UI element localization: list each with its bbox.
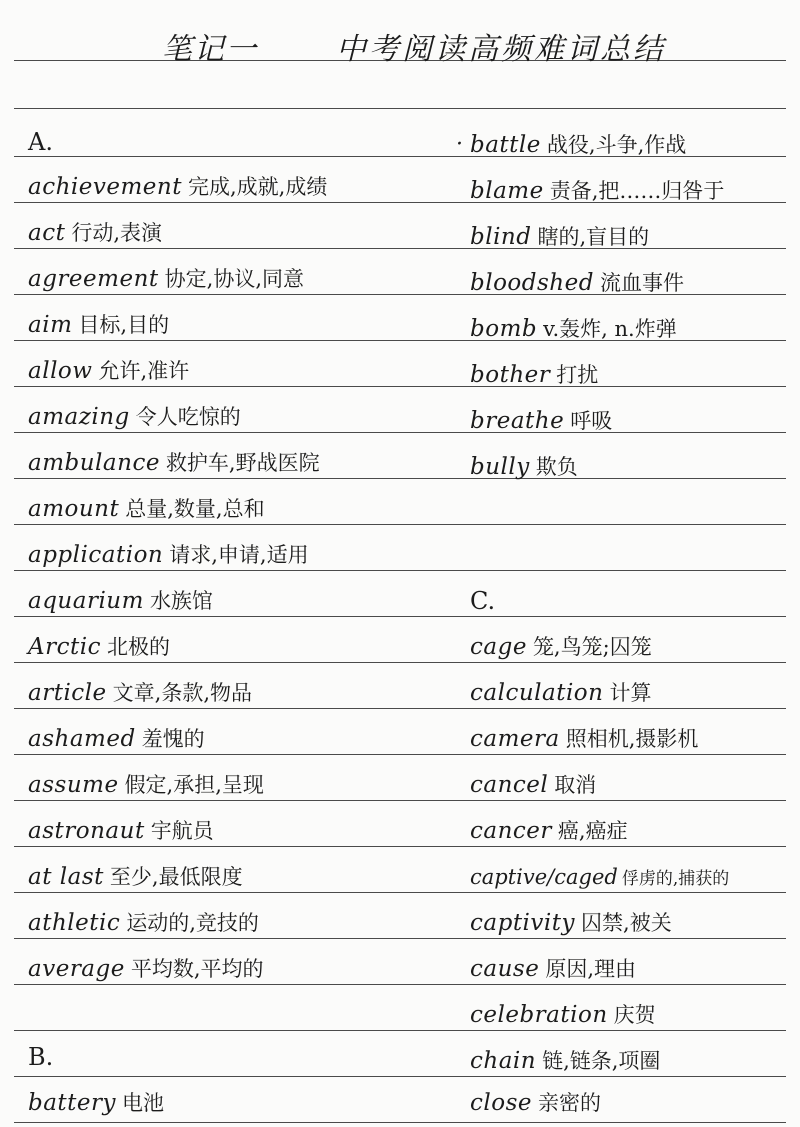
vocab-meaning: 水族馆 bbox=[149, 589, 213, 613]
vocab-word: cancel bbox=[470, 772, 549, 798]
vocab-meaning: 请求,申请,适用 bbox=[169, 543, 309, 567]
vocab-word: bother bbox=[470, 362, 551, 388]
vocab-meaning: 战役,斗争,作战 bbox=[546, 133, 687, 157]
vocab-meaning: 癌,癌症 bbox=[557, 819, 628, 843]
vocab-entry bbox=[28, 535, 309, 575]
vocab-word: aim bbox=[28, 312, 73, 338]
section-heading-c: C. bbox=[470, 587, 496, 615]
ruled-line bbox=[14, 1076, 786, 1077]
vocab-word: agreement bbox=[28, 266, 159, 292]
page-title bbox=[0, 18, 800, 68]
vocab-meaning: 打扰 bbox=[556, 363, 599, 387]
section-heading-b: B. bbox=[28, 1043, 54, 1071]
vocab-word: captivity bbox=[470, 910, 576, 936]
vocab-entry bbox=[456, 125, 687, 165]
title-note-label: 笔记一 bbox=[162, 32, 258, 67]
vocab-entry bbox=[28, 627, 170, 667]
vocab-meaning: 宇航员 bbox=[150, 819, 214, 843]
vocab-meaning: 总量,数量,总和 bbox=[125, 497, 265, 521]
vocab-word: blind bbox=[470, 224, 532, 250]
vocab-meaning: 行动,表演 bbox=[71, 221, 163, 245]
vocab-entry bbox=[28, 857, 243, 897]
vocab-meaning: 原因,理由 bbox=[545, 957, 637, 981]
vocab-word: allow bbox=[28, 358, 93, 384]
vocab-meaning: 瞎的,盲目的 bbox=[537, 225, 650, 249]
ruled-line bbox=[14, 1030, 786, 1031]
vocab-meaning: 协定,协议,同意 bbox=[164, 267, 304, 291]
vocab-word: cage bbox=[470, 634, 527, 660]
vocab-entry bbox=[28, 765, 264, 805]
vocab-meaning: 亲密的 bbox=[538, 1091, 601, 1115]
vocab-word: cancer bbox=[470, 818, 552, 844]
vocab-meaning: 救护车,野战医院 bbox=[165, 451, 320, 475]
vocab-meaning: 呼吸 bbox=[570, 409, 613, 433]
vocab-entry bbox=[470, 263, 684, 303]
vocab-meaning: 文章,条款,物品 bbox=[112, 681, 253, 705]
vocab-meaning: 羞愧的 bbox=[141, 727, 205, 751]
vocab-meaning: 北极的 bbox=[106, 635, 170, 659]
vocab-entry bbox=[470, 949, 636, 989]
vocab-meaning: 允许,准许 bbox=[98, 359, 190, 383]
vocab-word: average bbox=[28, 956, 125, 982]
vocab-word: captive/caged bbox=[470, 865, 618, 889]
ruled-line bbox=[14, 108, 786, 109]
vocab-word: amazing bbox=[28, 404, 130, 430]
vocab-entry bbox=[28, 167, 327, 207]
vocab-entry bbox=[470, 171, 724, 211]
vocab-meaning: v.轰炸, n.炸弹 bbox=[543, 317, 677, 341]
vocab-word: act bbox=[28, 220, 66, 246]
vocab-entry bbox=[28, 213, 162, 253]
vocab-word: camera bbox=[470, 726, 560, 752]
vocab-meaning: 囚禁,被关 bbox=[581, 911, 672, 935]
vocab-entry bbox=[470, 903, 672, 943]
vocab-meaning: 链,链条,项圈 bbox=[542, 1049, 661, 1073]
vocab-entry bbox=[28, 443, 320, 483]
vocab-entry bbox=[470, 811, 628, 851]
vocab-meaning: 令人吃惊的 bbox=[135, 405, 241, 429]
vocab-word: application bbox=[28, 542, 164, 568]
vocab-word: calculation bbox=[470, 680, 604, 706]
vocab-meaning: 计算 bbox=[609, 681, 652, 705]
vocab-meaning: 庆贺 bbox=[613, 1003, 656, 1027]
vocab-meaning: 欺负 bbox=[535, 455, 578, 479]
vocab-entry bbox=[28, 903, 259, 943]
vocab-entry bbox=[470, 309, 677, 349]
vocab-word: bomb bbox=[470, 316, 538, 342]
vocab-word: close bbox=[470, 1090, 532, 1116]
vocab-meaning: 俘虏的,捕获的 bbox=[621, 869, 730, 889]
vocab-entry bbox=[28, 581, 213, 621]
vocab-entry bbox=[28, 719, 205, 759]
title-heading: 中考阅读高频难词总结 bbox=[336, 32, 666, 67]
vocab-entry bbox=[470, 857, 729, 897]
vocab-entry bbox=[28, 305, 169, 345]
vocab-meaning: 取消 bbox=[554, 773, 597, 797]
vocab-meaning: 电池 bbox=[122, 1091, 165, 1115]
vocab-entry bbox=[28, 673, 252, 713]
vocab-word: aquarium bbox=[28, 588, 144, 614]
vocab-word: battery bbox=[28, 1090, 117, 1116]
vocab-word: chain bbox=[470, 1048, 537, 1074]
vocab-meaning: 至少,最低限度 bbox=[109, 865, 243, 889]
vocab-word: assume bbox=[28, 772, 119, 798]
vocab-word: astronaut bbox=[28, 818, 145, 844]
vocab-entry bbox=[28, 351, 189, 391]
vocab-entry bbox=[28, 259, 304, 299]
vocab-meaning: 完成,成就,成绩 bbox=[187, 175, 328, 199]
vocab-entry bbox=[28, 949, 264, 989]
vocab-word: breathe bbox=[470, 408, 565, 434]
vocab-word: bully bbox=[470, 454, 530, 480]
vocab-word: amount bbox=[28, 496, 120, 522]
vocab-meaning: 照相机,摄影机 bbox=[565, 727, 699, 751]
vocab-meaning: 假定,承担,呈现 bbox=[124, 773, 264, 797]
vocab-word: cause bbox=[470, 956, 540, 982]
vocab-entry bbox=[28, 489, 265, 529]
vocab-meaning: 目标,目的 bbox=[78, 313, 170, 337]
vocab-word: at last bbox=[28, 864, 104, 890]
vocab-entry bbox=[470, 719, 698, 759]
bullet-dot: · bbox=[456, 132, 463, 157]
vocab-word: battle bbox=[470, 132, 541, 158]
vocab-word: celebration bbox=[470, 1002, 608, 1028]
vocab-entry bbox=[470, 1083, 601, 1123]
vocab-entry bbox=[470, 627, 652, 667]
vocab-entry bbox=[470, 765, 596, 805]
vocab-word: achievement bbox=[28, 174, 182, 200]
vocab-entry bbox=[470, 995, 656, 1035]
vocab-word: Arctic bbox=[28, 634, 101, 660]
vocab-word: ashamed bbox=[28, 726, 136, 752]
section-heading-a: A. bbox=[28, 128, 53, 156]
vocab-entry bbox=[470, 401, 612, 441]
vocab-meaning: 责备,把……归咎于 bbox=[549, 179, 725, 203]
vocab-entry bbox=[28, 811, 214, 851]
vocab-entry bbox=[470, 355, 598, 395]
vocab-meaning: 笼,鸟笼;囚笼 bbox=[532, 635, 652, 659]
vocab-word: blame bbox=[470, 178, 544, 204]
vocab-entry bbox=[28, 1083, 164, 1123]
vocab-meaning: 运动的,竞技的 bbox=[126, 911, 259, 935]
vocab-entry bbox=[470, 447, 578, 487]
vocab-entry bbox=[470, 673, 651, 713]
vocab-entry bbox=[470, 217, 649, 257]
vocab-meaning: 流血事件 bbox=[599, 271, 684, 295]
vocab-word: article bbox=[28, 680, 107, 706]
vocab-meaning: 平均数,平均的 bbox=[130, 957, 264, 981]
vocab-word: athletic bbox=[28, 910, 121, 936]
vocab-entry bbox=[470, 1041, 660, 1081]
vocab-word: bloodshed bbox=[470, 270, 594, 296]
vocab-entry bbox=[28, 397, 241, 437]
vocab-word: ambulance bbox=[28, 450, 160, 476]
